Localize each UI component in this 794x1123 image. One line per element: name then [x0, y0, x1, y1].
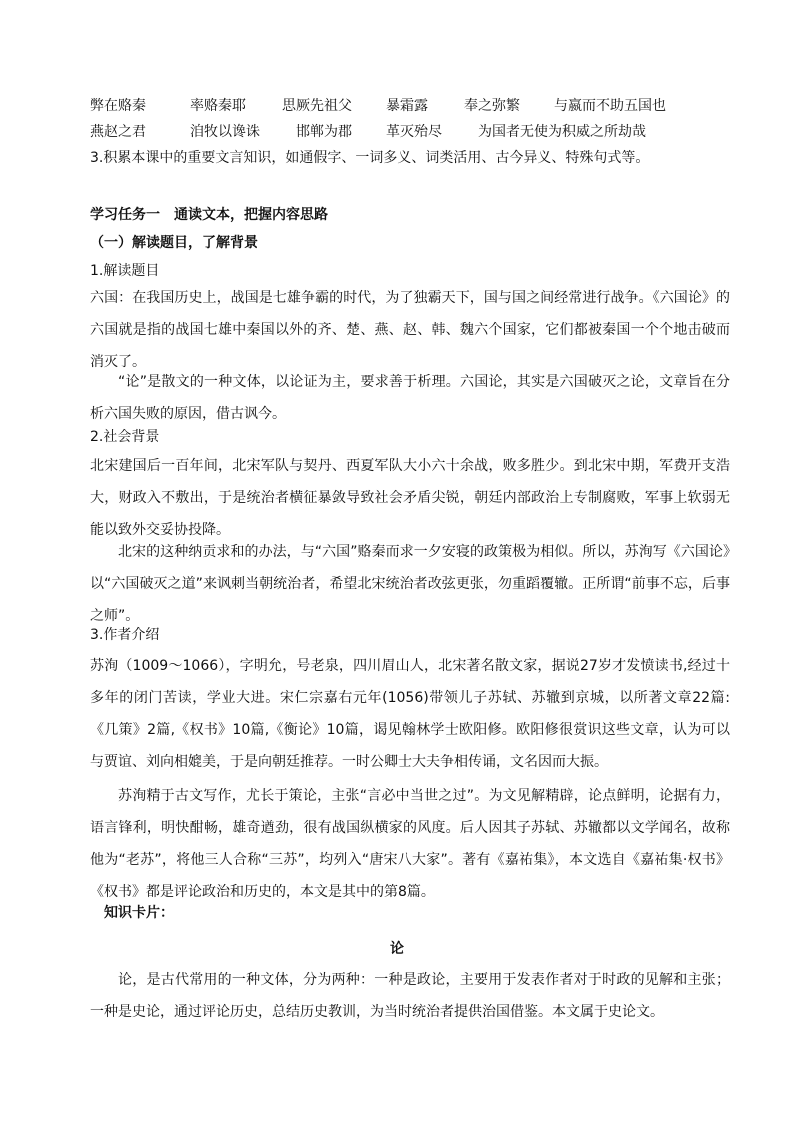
task-1-title: 学习任务一 通读文本，把握内容思路	[90, 207, 328, 223]
paragraph-liuguo: 六国：在我国历史上，战国是七雄争霸的时代，为了独霸天下，国与国之间经常进行战争。《六国论》的六国就是指的战国七雄中秦国以外的齐、楚、燕、赵、韩、魏六个国家，它们都被秦国一个个地击破而消灭了。	[90, 290, 730, 370]
vocab-item: 奉之弥繁	[464, 98, 520, 114]
vocab-row-2	[90, 120, 710, 144]
vocab-item: 思厥先祖父	[282, 98, 352, 114]
paragraph-background-1: 北宋建国后一百年间，北宋军队与契丹、西夏军队大小六十余战，败多胜少。到北宋中期，军费开支浩大，财政入不敷出，于是统治者横征暴敛导致社会矛盾尖锐，朝廷内部政治上专制腐败，军事上软弱无能以致外交妥协投降。	[90, 458, 730, 538]
item-3-title: 3.作者介绍	[90, 627, 160, 643]
vocab-item: 燕赵之君	[90, 124, 146, 140]
vocab-item: 率赂秦耶	[190, 98, 246, 114]
vocab-item: 洎牧以谗诛	[190, 124, 260, 140]
paragraph-author-2: 苏洵精于古文写作，尤长于策论，主张“言必中当世之过”。为文见解精辟，论点鲜明，论据有力，语言锋利，明快酣畅，雄奇遒劲，很有战国纵横家的风度。后人因其子苏轼、苏辙都以文学闻名，故称他为“老苏”，将他三人合称“三苏”，均列入“唐宋八大家”。著有《嘉祐集》，本文选自《嘉祐集·权书》《权书》都是评论政治和历史的，本文是其中的第8篇。	[90, 788, 730, 900]
vocab-item: 弊在赂秦	[90, 98, 146, 114]
vocab-item: 与嬴而不助五国也	[554, 98, 666, 114]
item-1-title: 1.解读题目	[90, 263, 160, 279]
paragraph-background-2: 北宋的这种纳贡求和的办法，与“六国”赂秦而求一夕安寝的政策极为相似。所以，苏洵写《六国论》以“六国破灭之道”来讽刺当朝统治者，希望北宋统治者改弦更张，勿重蹈覆辙。正所谓“前事不忘，后事之师”。	[90, 544, 730, 624]
paragraph-author-1: 苏洵（1009～1066），字明允，号老泉，四川眉山人，北宋著名散文家，据说27岁才发愤读书,经过十多年的闭门苦读，学业大进。宋仁宗嘉右元年(1056)带领儿子苏轼、苏辙到京城，以所著文章22篇:《几策》2篇,《权书》10篇,《衡论》10篇，谒见翰林学士欧阳修。欧阳修很赏识这些文章，认为可以与贾谊、刘向相媲美，于是向朝廷推荐。一时公卿士大夫争相传诵，文名因而大振。	[90, 658, 730, 770]
vocab-item: 为国者无使为积威之所劫哉	[478, 124, 646, 140]
vocab-item: 邯郸为郡	[296, 124, 352, 140]
knowledge-card-text: 论，是古代常用的一种文体，分为两种：一种是政论，主要用于发表作者对于时政的见解和主张；一种是史论，通过评论历史，总结历史教训，为当时统治者提供治国借鉴。本文属于史论文。	[90, 972, 730, 1020]
knowledge-card-title: 论	[390, 941, 404, 957]
item-2-title: 2.社会背景	[90, 429, 160, 445]
knowledge-card-label: 知识卡片：	[104, 905, 174, 921]
learning-goal-3: 3.积累本课中的重要文言知识，如通假字、一词多义、词类活用、古今异义、特殊句式等。	[90, 150, 650, 166]
vocab-row-1	[90, 94, 710, 118]
vocab-item: 暴霜露	[386, 98, 428, 114]
subsection-1-title: （一）解读题目，了解背景	[90, 235, 258, 251]
vocab-item: 革灭殆尽	[386, 124, 442, 140]
paragraph-lun: “论”是散文的一种文体，以论证为主，要求善于析理。六国论，其实是六国破灭之论，文章旨在分析六国失败的原因，借古讽今。	[90, 374, 730, 422]
